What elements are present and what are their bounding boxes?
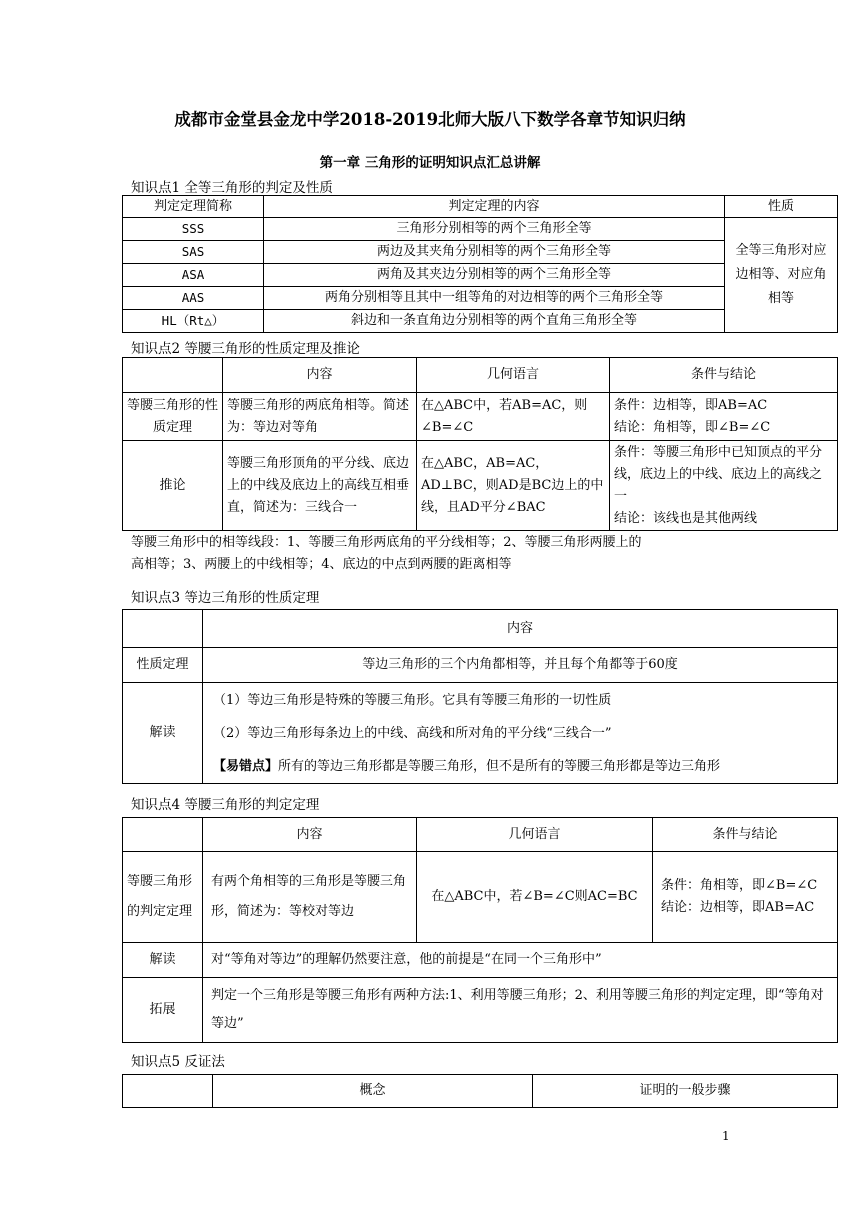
kp4-condition <box>653 852 838 943</box>
kp1-header-content: 判定定理的内容 <box>264 196 725 218</box>
kp3-title: 知识点3 等边三角形的性质定理 <box>131 590 320 606</box>
kp1-property: 全等三角形对应边相等、对应角相等 <box>725 218 838 333</box>
kp4-interp-content: 对“等角对等边”的理解仍然要注意，他的前提是“在同一个三角形中” <box>203 943 838 978</box>
kp5-title: 知识点5 反证法 <box>131 1054 225 1070</box>
kp3-interp-label: 解读 <box>123 683 203 784</box>
kp1-row-abbr: SSS <box>123 218 264 241</box>
kp2-row2-content: 等腰三角形顶角的平分线、底边上的中线及底边上的高线互相垂直，简述为：三线合一 <box>223 441 417 531</box>
kp1-row-abbr: HL（Rt△） <box>123 310 264 333</box>
kp2-header-blank <box>123 358 223 393</box>
kp1-row-content: 三角形分别相等的两个三角形全等 <box>264 218 725 241</box>
kp4-content: 有两个角相等的三角形是等腰三角形，简述为：等校对等边 <box>203 852 417 943</box>
chapter-title: 第一章 三角形的证明知识点汇总讲解 <box>319 155 541 171</box>
kp3-table <box>122 609 838 784</box>
kp2-row2-geometry: 在△ABC，AB=AC，AD⊥BC，则AD是BC边上的中线，且AD平分∠BAC <box>417 441 610 531</box>
document-title: 成都市金堂县金龙中学2018-2019北师大版八下数学各章节知识归纳 <box>174 110 686 129</box>
kp1-header-abbr: 判定定理简称 <box>123 196 264 218</box>
kp5-header-blank <box>123 1075 213 1108</box>
kp4-ext-label: 拓展 <box>123 978 203 1043</box>
kp2-row1-label: 等腰三角形的性质定理 <box>123 393 223 441</box>
kp4-header-content: 内容 <box>203 818 417 852</box>
kp2-row1-content: 等腰三角形的两底角相等。简述为：等边对等角 <box>223 393 417 441</box>
kp2-row2-label: 推论 <box>123 441 223 531</box>
error-prone-text: 所有的等边三角形都是等腰三角形，但不是所有的等腰三角形都是等边三角形 <box>278 758 721 774</box>
kp2-row1-condition <box>610 393 838 441</box>
kp1-row-abbr: SAS <box>123 241 264 264</box>
kp2-note <box>131 532 831 576</box>
kp1-row-abbr: ASA <box>123 264 264 287</box>
conclusion-line: 结论：边相等，即AB=AC <box>661 900 815 915</box>
kp2-table <box>122 357 838 531</box>
kp1-title: 知识点1 全等三角形的判定及性质 <box>131 180 333 196</box>
kp1-row-content: 两边及其夹角分别相等的两个三角形全等 <box>264 241 725 264</box>
page-number: 1 <box>722 1129 730 1143</box>
kp4-interp-label: 解读 <box>123 943 203 978</box>
kp4-table <box>122 817 838 1043</box>
condition-line: 条件：角相等，即∠B=∠C <box>661 878 818 893</box>
kp5-table <box>122 1074 838 1108</box>
kp4-header-blank <box>123 818 203 852</box>
kp2-note-line: 高相等；3、两腰上的中线相等；4、底边的中点到两腰的距离相等 <box>131 557 512 572</box>
kp3-property-label: 性质定理 <box>123 648 203 683</box>
kp1-header-property: 性质 <box>725 196 838 218</box>
kp1-row-content: 两角分别相等且其中一组等角的对边相等的两个三角形全等 <box>264 287 725 310</box>
kp2-note-line: 等腰三角形中的相等线段：1、等腰三角形两底角的平分线相等；2、等腰三角形两腰上的 <box>131 535 642 550</box>
condition-line: 条件：边相等，即AB=AC <box>614 397 768 413</box>
interp-line: （1）等边三角形是特殊的等腰三角形。它具有等腰三角形的一切性质 <box>213 692 612 708</box>
kp4-geometry: 在△ABC中，若∠B=∠C则AC=BC <box>417 852 653 943</box>
kp1-row-content: 两角及其夹边分别相等的两个三角形全等 <box>264 264 725 287</box>
kp2-header-geometry: 几何语言 <box>417 358 610 393</box>
kp5-header-steps: 证明的一般步骤 <box>533 1075 838 1108</box>
conclusion-line: 结论：该线也是其他两线 <box>614 510 758 526</box>
kp2-title: 知识点2 等腰三角形的性质定理及推论 <box>131 341 360 357</box>
kp2-row1-geometry: 在△ABC中，若AB=AC，则∠B=∠C <box>417 393 610 441</box>
kp1-row-abbr: AAS <box>123 287 264 310</box>
kp3-header-content: 内容 <box>203 610 838 648</box>
kp2-row2-condition <box>610 441 838 531</box>
kp2-header-content: 内容 <box>223 358 417 393</box>
kp1-table <box>122 195 838 333</box>
conclusion-line: 结论：角相等，即∠B=∠C <box>614 419 771 435</box>
kp4-ext-content: 判定一个三角形是等腰三角形有两种方法:1、利用等腰三角形；2、利用等腰三角形的判定定理，即“等角对等边” <box>203 978 838 1043</box>
condition-line: 条件：等腰三角形中已知顶点的平分线，底边上的中线、底边上的高线之一 <box>614 444 823 504</box>
kp1-row-content: 斜边和一条直角边分别相等的两个直角三角形全等 <box>264 310 725 333</box>
interp-line: （2）等边三角形每条边上的中线、高线和所对角的平分线“三线合一” <box>213 725 612 741</box>
kp3-header-blank <box>123 610 203 648</box>
kp2-header-condition: 条件与结论 <box>610 358 838 393</box>
interp-line <box>213 750 833 783</box>
kp3-property-content: 等边三角形的三个内角都相等，并且每个角都等于60度 <box>203 648 838 683</box>
kp4-title: 知识点4 等腰三角形的判定定理 <box>131 797 320 813</box>
error-prone-tag: 【易错点】 <box>213 758 279 774</box>
kp4-label: 等腰三角形的判定定理 <box>123 852 203 943</box>
kp4-header-geometry: 几何语言 <box>417 818 653 852</box>
kp3-interp-content <box>203 683 838 784</box>
kp4-header-condition: 条件与结论 <box>653 818 838 852</box>
kp5-header-concept: 概念 <box>213 1075 533 1108</box>
